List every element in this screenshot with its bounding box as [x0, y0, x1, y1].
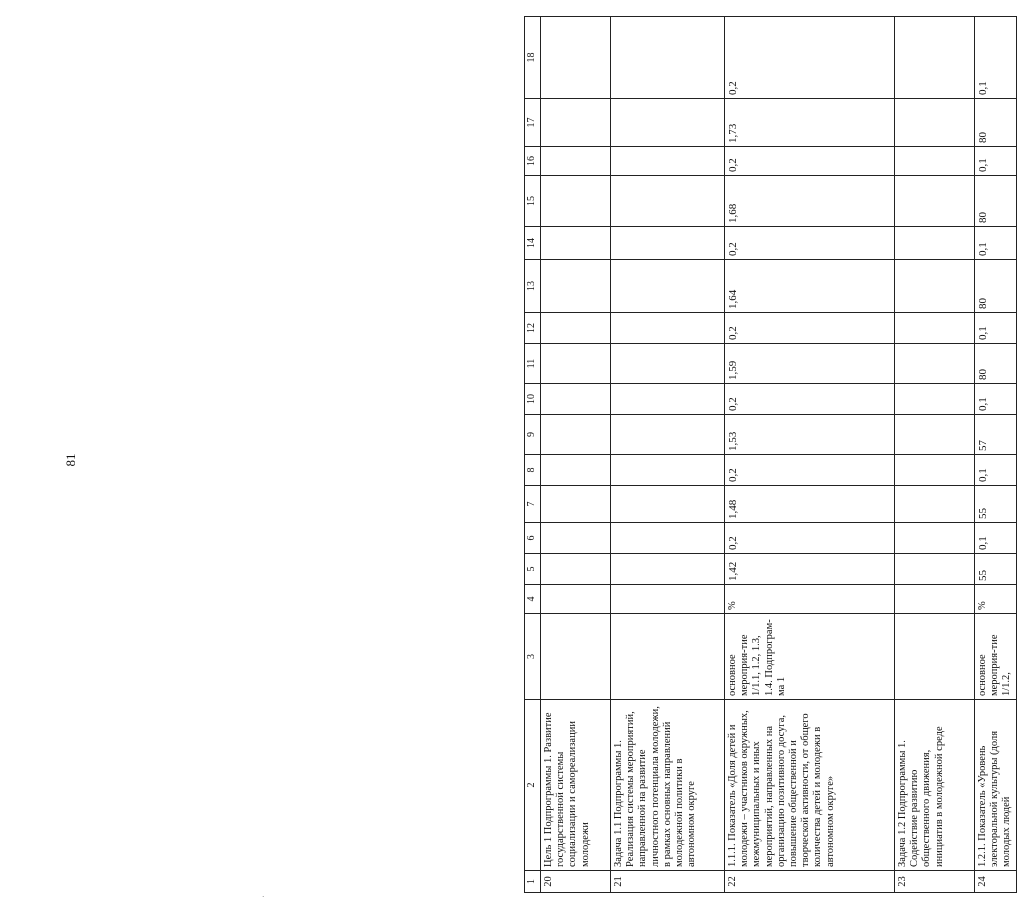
value-cell [895, 176, 975, 227]
column-header-11: 11 [525, 344, 541, 384]
row-number-cell: 24 [975, 871, 1017, 893]
activity-cell: основное мероприя-тие 1/1.1, 1.2, 1.3, 1.4. Подпрограм-ма 1 [725, 614, 895, 700]
value-cell [541, 313, 611, 344]
value-cell [895, 486, 975, 523]
indicator-name-cell: 1.1.1. Показатель «Доля детей и молодежи – участников окружных, межмуниципальных и иных мероприятий, направленных на организацию позитивного досуга, повышение общественной и творческой активности, от общего количества детей и молодежи в автономном округе» [725, 700, 895, 871]
unit-cell: % [975, 585, 1017, 614]
value-cell [541, 176, 611, 227]
value-cell: 0,2 [725, 147, 895, 176]
value-cell [541, 344, 611, 384]
indicator-name-cell: Задача 1.1 Подпрограммы 1. Реализация системы мероприятий, направленной на развитие личностного потенциала молодежи, в рамках основных направлений молодежной политики в автономном округе [611, 700, 725, 871]
value-cell [611, 147, 725, 176]
value-cell [541, 384, 611, 415]
value-cell [895, 147, 975, 176]
value-cell [611, 260, 725, 313]
column-header-6: 6 [525, 523, 541, 554]
unit-cell: % [725, 585, 895, 614]
value-cell: 57 [975, 415, 1017, 455]
row-number-cell: 22 [725, 871, 895, 893]
value-cell: 1,68 [725, 176, 895, 227]
table-row [611, 17, 725, 893]
value-cell: 1,73 [725, 99, 895, 147]
activity-cell: основное мероприя-тие 1/1.2, [975, 614, 1017, 700]
value-cell: 0,1 [975, 147, 1017, 176]
value-cell: 1,42 [725, 554, 895, 585]
value-cell: 0,1 [975, 523, 1017, 554]
column-header-17: 17 [525, 99, 541, 147]
value-cell [895, 17, 975, 99]
value-cell [541, 523, 611, 554]
column-number-header [525, 17, 541, 893]
value-cell [541, 260, 611, 313]
value-cell [611, 313, 725, 344]
rotated-table-wrapper [524, 17, 1013, 893]
value-cell: 0,1 [975, 455, 1017, 486]
value-cell [895, 260, 975, 313]
value-cell: 0,2 [725, 455, 895, 486]
indicator-name-cell: 1.2.1. Показатель «Уровень электоральной культуры (доля молодых людей [975, 700, 1017, 871]
value-cell: 0,2 [725, 227, 895, 260]
activity-cell [541, 614, 611, 700]
value-cell: 0,1 [975, 384, 1017, 415]
value-cell: 0,2 [725, 384, 895, 415]
column-header-7: 7 [525, 486, 541, 523]
value-cell [541, 415, 611, 455]
value-cell: 80 [975, 99, 1017, 147]
value-cell [895, 455, 975, 486]
value-cell: 55 [975, 486, 1017, 523]
indicator-name-cell: Задача 1.2 Подпрограммы 1. Содействие развитию общественного движения, инициатив в молодежной среде [895, 700, 975, 871]
value-cell [895, 99, 975, 147]
value-cell [611, 554, 725, 585]
value-cell [541, 227, 611, 260]
column-header-3: 3 [525, 614, 541, 700]
unit-cell [611, 585, 725, 614]
indicator-name-cell: Цель 1 Подпрограммы 1. Развитие государственной системы социализации и самореализации молодежи [541, 700, 611, 871]
value-cell [895, 523, 975, 554]
value-cell [611, 523, 725, 554]
column-header-15: 15 [525, 176, 541, 227]
table-row [541, 17, 611, 893]
value-cell: 80 [975, 344, 1017, 384]
value-cell [895, 554, 975, 585]
value-cell [541, 17, 611, 99]
value-cell [895, 384, 975, 415]
column-header-9: 9 [525, 415, 541, 455]
row-number-cell: 23 [895, 871, 975, 893]
row-number-cell: 20 [541, 871, 611, 893]
column-header-18: 18 [525, 17, 541, 99]
column-header-8: 8 [525, 455, 541, 486]
activity-cell [611, 614, 725, 700]
value-cell [611, 486, 725, 523]
page-number: 81 [63, 453, 78, 467]
column-header-4: 4 [525, 585, 541, 614]
value-cell [611, 455, 725, 486]
value-cell: 0,2 [725, 523, 895, 554]
indicator-table [524, 16, 1017, 893]
value-cell [895, 313, 975, 344]
unit-cell [895, 585, 975, 614]
column-header-14: 14 [525, 227, 541, 260]
value-cell [541, 455, 611, 486]
value-cell [611, 17, 725, 99]
value-cell [611, 384, 725, 415]
value-cell [611, 415, 725, 455]
bottom-mark: · [262, 893, 265, 901]
table-row [725, 17, 895, 893]
value-cell: 0,2 [725, 313, 895, 344]
table-row [895, 17, 975, 893]
unit-cell [541, 585, 611, 614]
value-cell: 0,2 [725, 17, 895, 99]
column-header-13: 13 [525, 260, 541, 313]
value-cell: 1,59 [725, 344, 895, 384]
value-cell: 1,48 [725, 486, 895, 523]
value-cell: 80 [975, 176, 1017, 227]
value-cell [541, 486, 611, 523]
value-cell: 80 [975, 260, 1017, 313]
column-header-2: 2 [525, 700, 541, 871]
table-row [975, 17, 1017, 893]
value-cell [895, 227, 975, 260]
value-cell: 0,1 [975, 313, 1017, 344]
column-header-5: 5 [525, 554, 541, 585]
value-cell [895, 344, 975, 384]
value-cell [611, 99, 725, 147]
value-cell: 1,64 [725, 260, 895, 313]
value-cell: 0,1 [975, 17, 1017, 99]
column-header-10: 10 [525, 384, 541, 415]
value-cell: 0,1 [975, 227, 1017, 260]
value-cell [611, 344, 725, 384]
value-cell [611, 176, 725, 227]
column-header-1: 1 [525, 871, 541, 893]
row-number-cell: 21 [611, 871, 725, 893]
value-cell [895, 415, 975, 455]
value-cell: 1,53 [725, 415, 895, 455]
value-cell [541, 99, 611, 147]
value-cell [541, 554, 611, 585]
column-header-16: 16 [525, 147, 541, 176]
value-cell [541, 147, 611, 176]
value-cell: 55 [975, 554, 1017, 585]
activity-cell [895, 614, 975, 700]
column-header-12: 12 [525, 313, 541, 344]
value-cell [611, 227, 725, 260]
